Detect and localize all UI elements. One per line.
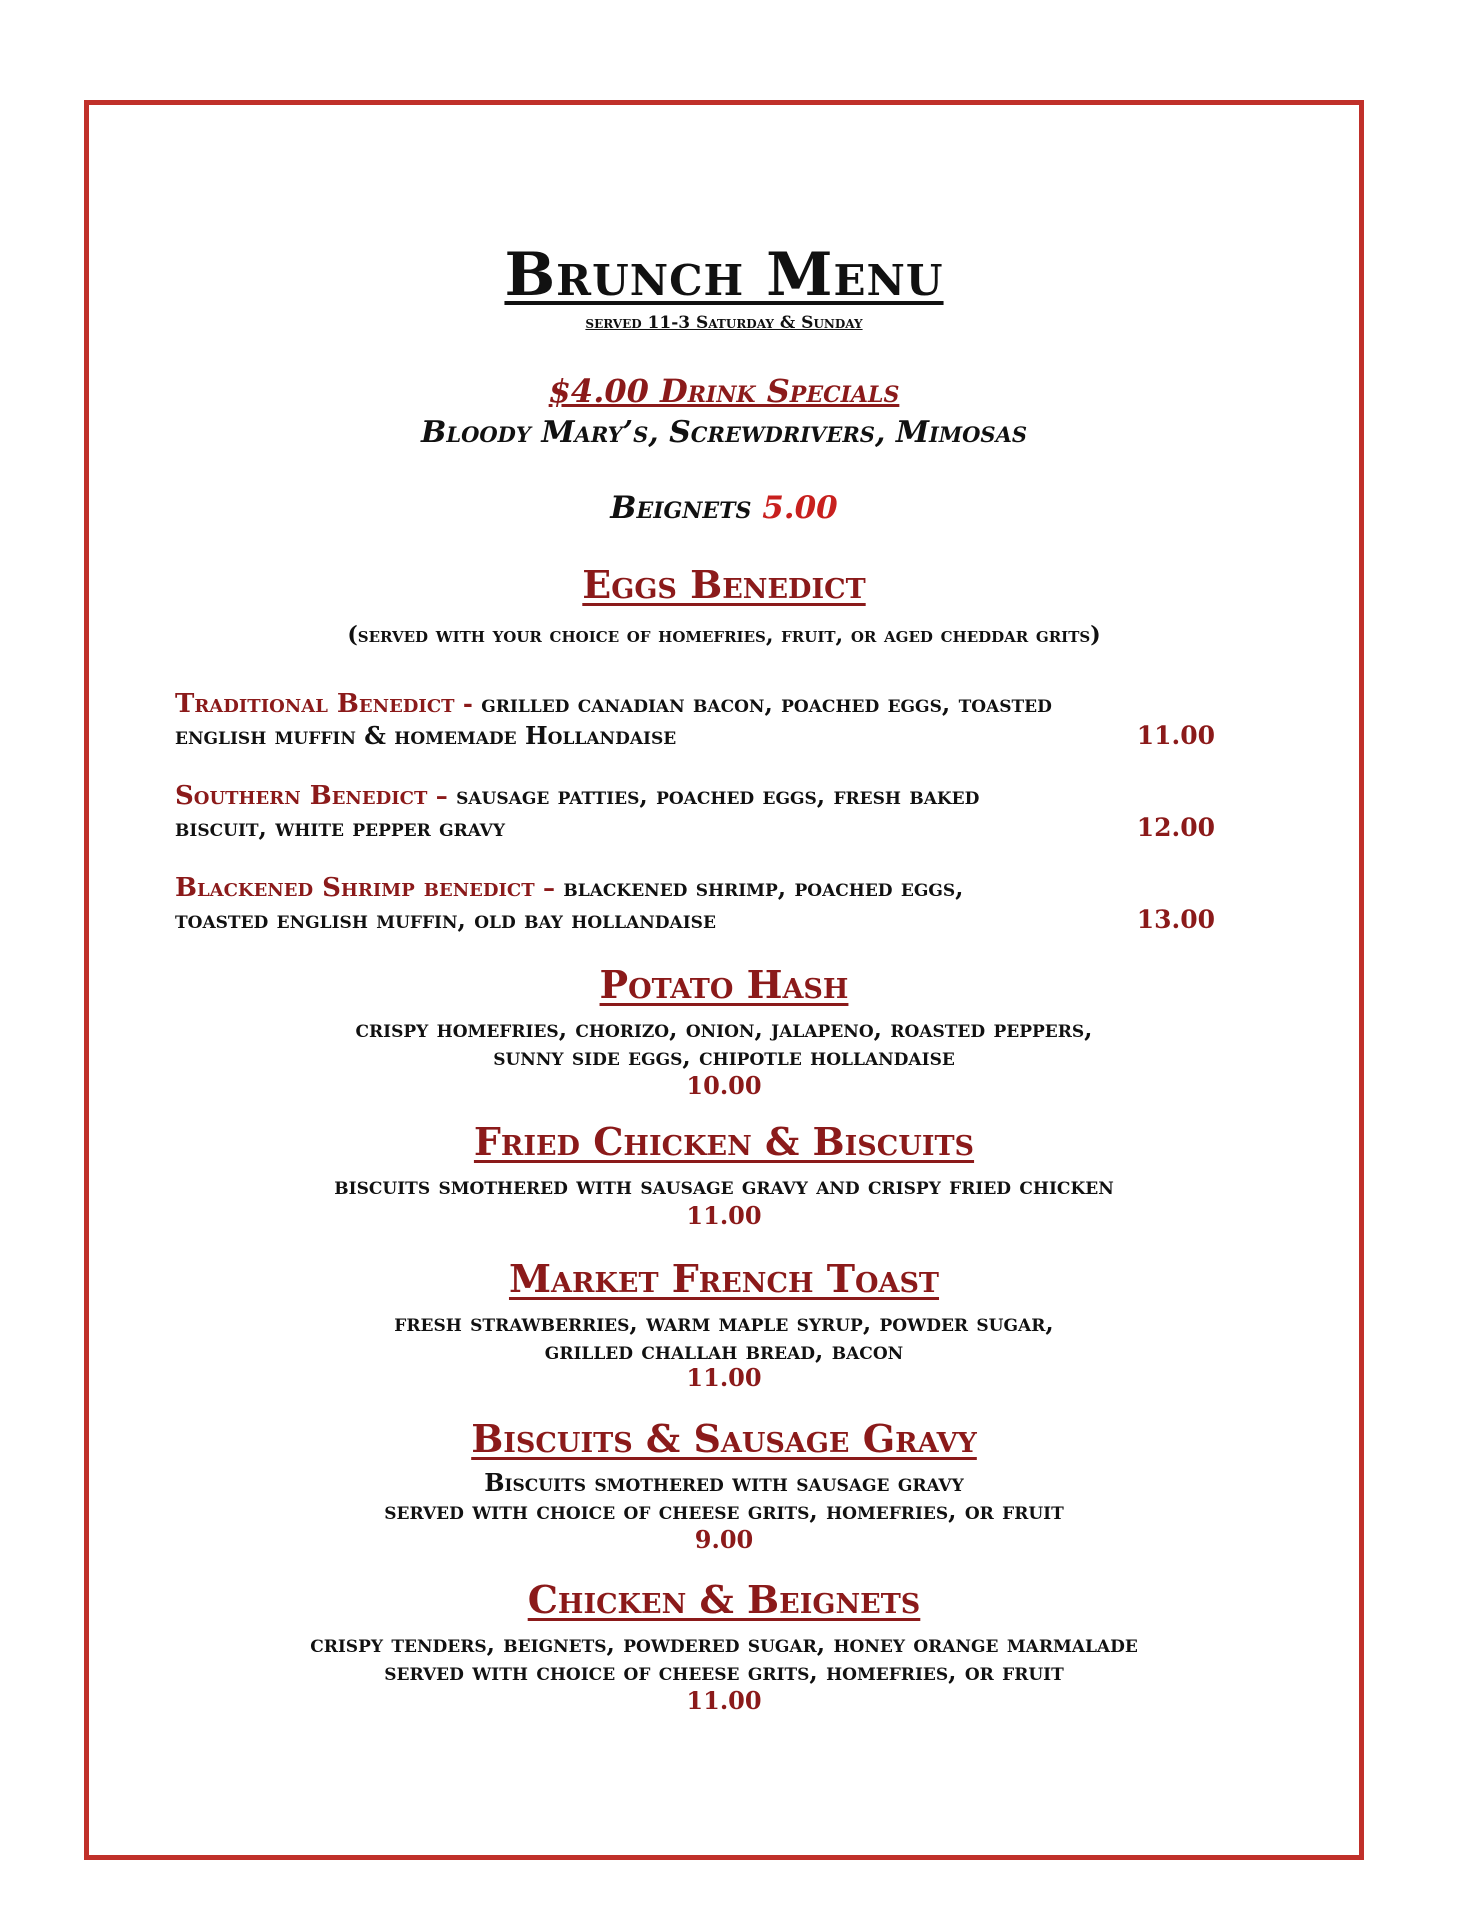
benedict-desc-line2: toasted english muffin, old bay hollandaise [175,905,716,934]
benedict-desc-line2: english muffin & homemade Hollandaise [175,721,677,750]
potato-hash-desc-line1: crispy homefries, chorizo, onion, jalapeno, roasted peppers, [355,1014,1093,1043]
beignets-label: Beignets [610,490,752,526]
fried-chicken-price: 11.00 [686,1201,762,1230]
biscuits-gravy-heading: Biscuits & Sausage Gravy [471,1416,977,1461]
chicken-beignets-heading: Chicken & Beignets [527,1577,921,1622]
chicken-beignets-desc-line1: crispy tenders, beignets, powdered sugar, honey orange marmalade [310,1629,1138,1658]
benedict-name: Traditional Benedict [175,689,455,719]
benedict-desc-line1: sausage patties, poached eggs, fresh baked [456,781,980,810]
benedict-name: Blackened Shrimp benedict [175,873,535,903]
drink-specials-heading: $4.00 Drink Specials [548,372,900,410]
menu-title: Brunch Menu [504,240,944,310]
served-hours: served 11-3 Saturday & Sunday [585,313,863,333]
benedict-item [175,688,1325,751]
beignets-line [84,490,1364,526]
benedict-separator: – [534,873,564,902]
fried-chicken-heading: Fried Chicken & Biscuits [473,1119,975,1164]
benedict-price: 12.00 [1136,813,1215,842]
french-toast-price: 11.00 [686,1363,762,1392]
drink-specials-items: Bloody Mary’s, Screwdrivers, Mimosas [420,415,1028,450]
potato-hash-heading: Potato Hash [599,962,849,1007]
biscuits-gravy-desc-line1: Biscuits smothered with sausage gravy [484,1468,964,1497]
benedict-separator: - [454,689,482,718]
potato-hash-price: 10.00 [686,1071,762,1100]
biscuits-gravy-price: 9.00 [694,1525,754,1554]
french-toast-desc-line2: grilled challah bread, bacon [544,1336,904,1365]
benedict-desc-line2: biscuit, white pepper gravy [175,813,506,842]
benedict-name: Southern Benedict [175,781,428,811]
eggs-benedict-note: (served with your choice of homefries, fruit, or aged cheddar grits) [347,622,1101,648]
benedict-item [175,780,1325,843]
benedict-price: 11.00 [1136,721,1215,750]
chicken-beignets-desc-line2: served with choice of cheese grits, homefries, or fruit [384,1657,1064,1686]
french-toast-desc-line1: fresh strawberries, warm maple syrup, powder sugar, [394,1308,1054,1337]
beignets-price: 5.00 [762,490,838,526]
benedict-price: 13.00 [1136,905,1215,934]
potato-hash-desc-line2: sunny side eggs, chipotle hollandaise [493,1042,955,1071]
benedict-desc-line1: blackened shrimp, poached eggs, [563,873,964,902]
chicken-beignets-price: 11.00 [686,1686,762,1715]
benedict-separator: – [427,781,457,810]
eggs-benedict-heading: Eggs Benedict [582,562,866,607]
benedict-item [175,872,1325,935]
benedict-desc-line1: grilled canadian bacon, poached eggs, toasted [481,689,1052,718]
biscuits-gravy-desc-line2: served with choice of cheese grits, homefries, or fruit [384,1496,1064,1525]
french-toast-heading: Market French Toast [508,1256,940,1301]
fried-chicken-desc: biscuits smothered with sausage gravy and crispy fried chicken [334,1171,1114,1200]
